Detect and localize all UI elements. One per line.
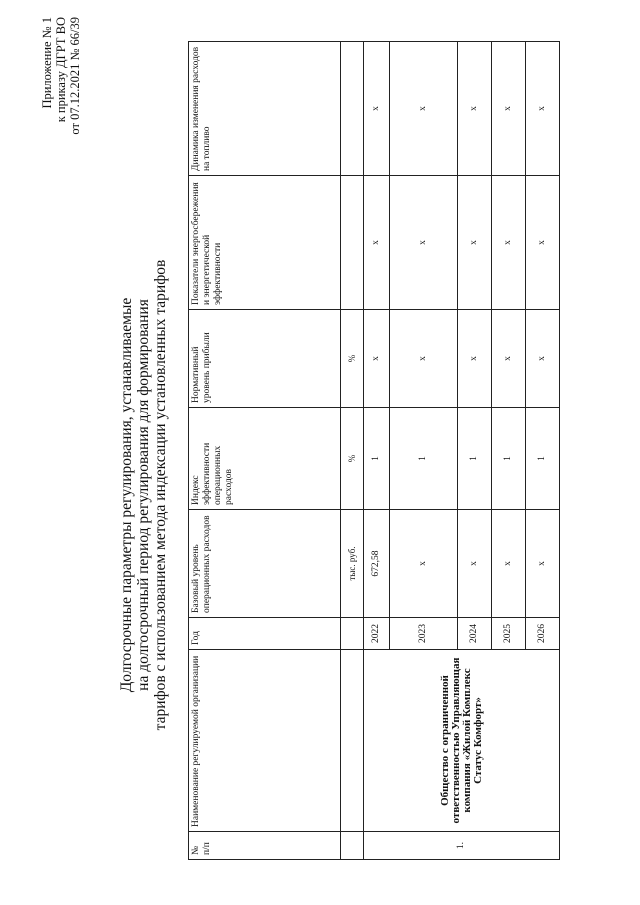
cell-energy: x	[364, 176, 390, 310]
unit-eff: %	[341, 408, 364, 510]
cell-year: 2025	[492, 618, 526, 650]
cell-year: 2023	[390, 618, 458, 650]
title-line-2: на долгосрочный период регулирования для формирования	[135, 299, 152, 691]
unit-profit: %	[341, 310, 364, 408]
table-row	[364, 42, 390, 860]
header-profit: Нормативный уровень прибыли	[189, 310, 341, 408]
appendix-line-3: от 07.12.2021 № 66/39	[68, 17, 82, 135]
cell-energy: x	[492, 176, 526, 310]
unit-base: тыс. руб.	[341, 510, 364, 618]
header-num: № п/п	[189, 832, 341, 860]
appendix-line-2: к приказу ДГРТ ВО	[54, 17, 68, 123]
cell-profit: x	[390, 310, 458, 408]
title-line-3: тарифов с использованием метода индексации установленных тарифов	[152, 259, 169, 731]
cell-base: x	[458, 510, 492, 618]
appendix-line-1: Приложение № 1	[40, 17, 54, 109]
header-eff: Индекс эффективности операционных расходов	[189, 408, 341, 510]
cell-base: x	[492, 510, 526, 618]
cell-energy: x	[458, 176, 492, 310]
cell-eff: 1	[364, 408, 390, 510]
cell-profit: x	[364, 310, 390, 408]
cell-energy: x	[390, 176, 458, 310]
cell-year: 2026	[526, 618, 560, 650]
cell-profit: x	[492, 310, 526, 408]
parameters-table	[188, 41, 560, 860]
header-base: Базовый уровень операционных расходов	[189, 510, 341, 618]
title-line-1: Долгосрочные параметры регулирования, устанавливаемые	[118, 297, 135, 693]
cell-fuel: x	[526, 42, 560, 176]
cell-fuel: x	[364, 42, 390, 176]
cell-eff: 1	[390, 408, 458, 510]
cell-year: 2024	[458, 618, 492, 650]
header-fuel: Динамика изменения расходов на топливо	[189, 42, 341, 176]
cell-fuel: x	[458, 42, 492, 176]
appendix-note	[40, 17, 82, 147]
cell-base: 672,58	[364, 510, 390, 618]
header-org: Наименование регулируемой организации	[189, 650, 341, 832]
row-number: 1.	[364, 832, 560, 860]
cell-base: x	[390, 510, 458, 618]
cell-base: x	[526, 510, 560, 618]
cell-profit: x	[526, 310, 560, 408]
cell-fuel: x	[390, 42, 458, 176]
document-title	[118, 145, 169, 845]
header-year: Год	[189, 618, 341, 650]
cell-energy: x	[526, 176, 560, 310]
cell-fuel: x	[492, 42, 526, 176]
cell-eff: 1	[458, 408, 492, 510]
header-row	[189, 42, 341, 860]
organization-name: Общество с ограниченной ответственностью Управляющая компания «Жилой Комплекс Статус Комфорт»	[364, 650, 560, 832]
units-row	[341, 42, 364, 860]
cell-eff: 1	[526, 408, 560, 510]
cell-eff: 1	[492, 408, 526, 510]
cell-profit: x	[458, 310, 492, 408]
header-energy: Показатели энергосбережения и энергетической эффективности	[189, 176, 341, 310]
cell-year: 2022	[364, 618, 390, 650]
